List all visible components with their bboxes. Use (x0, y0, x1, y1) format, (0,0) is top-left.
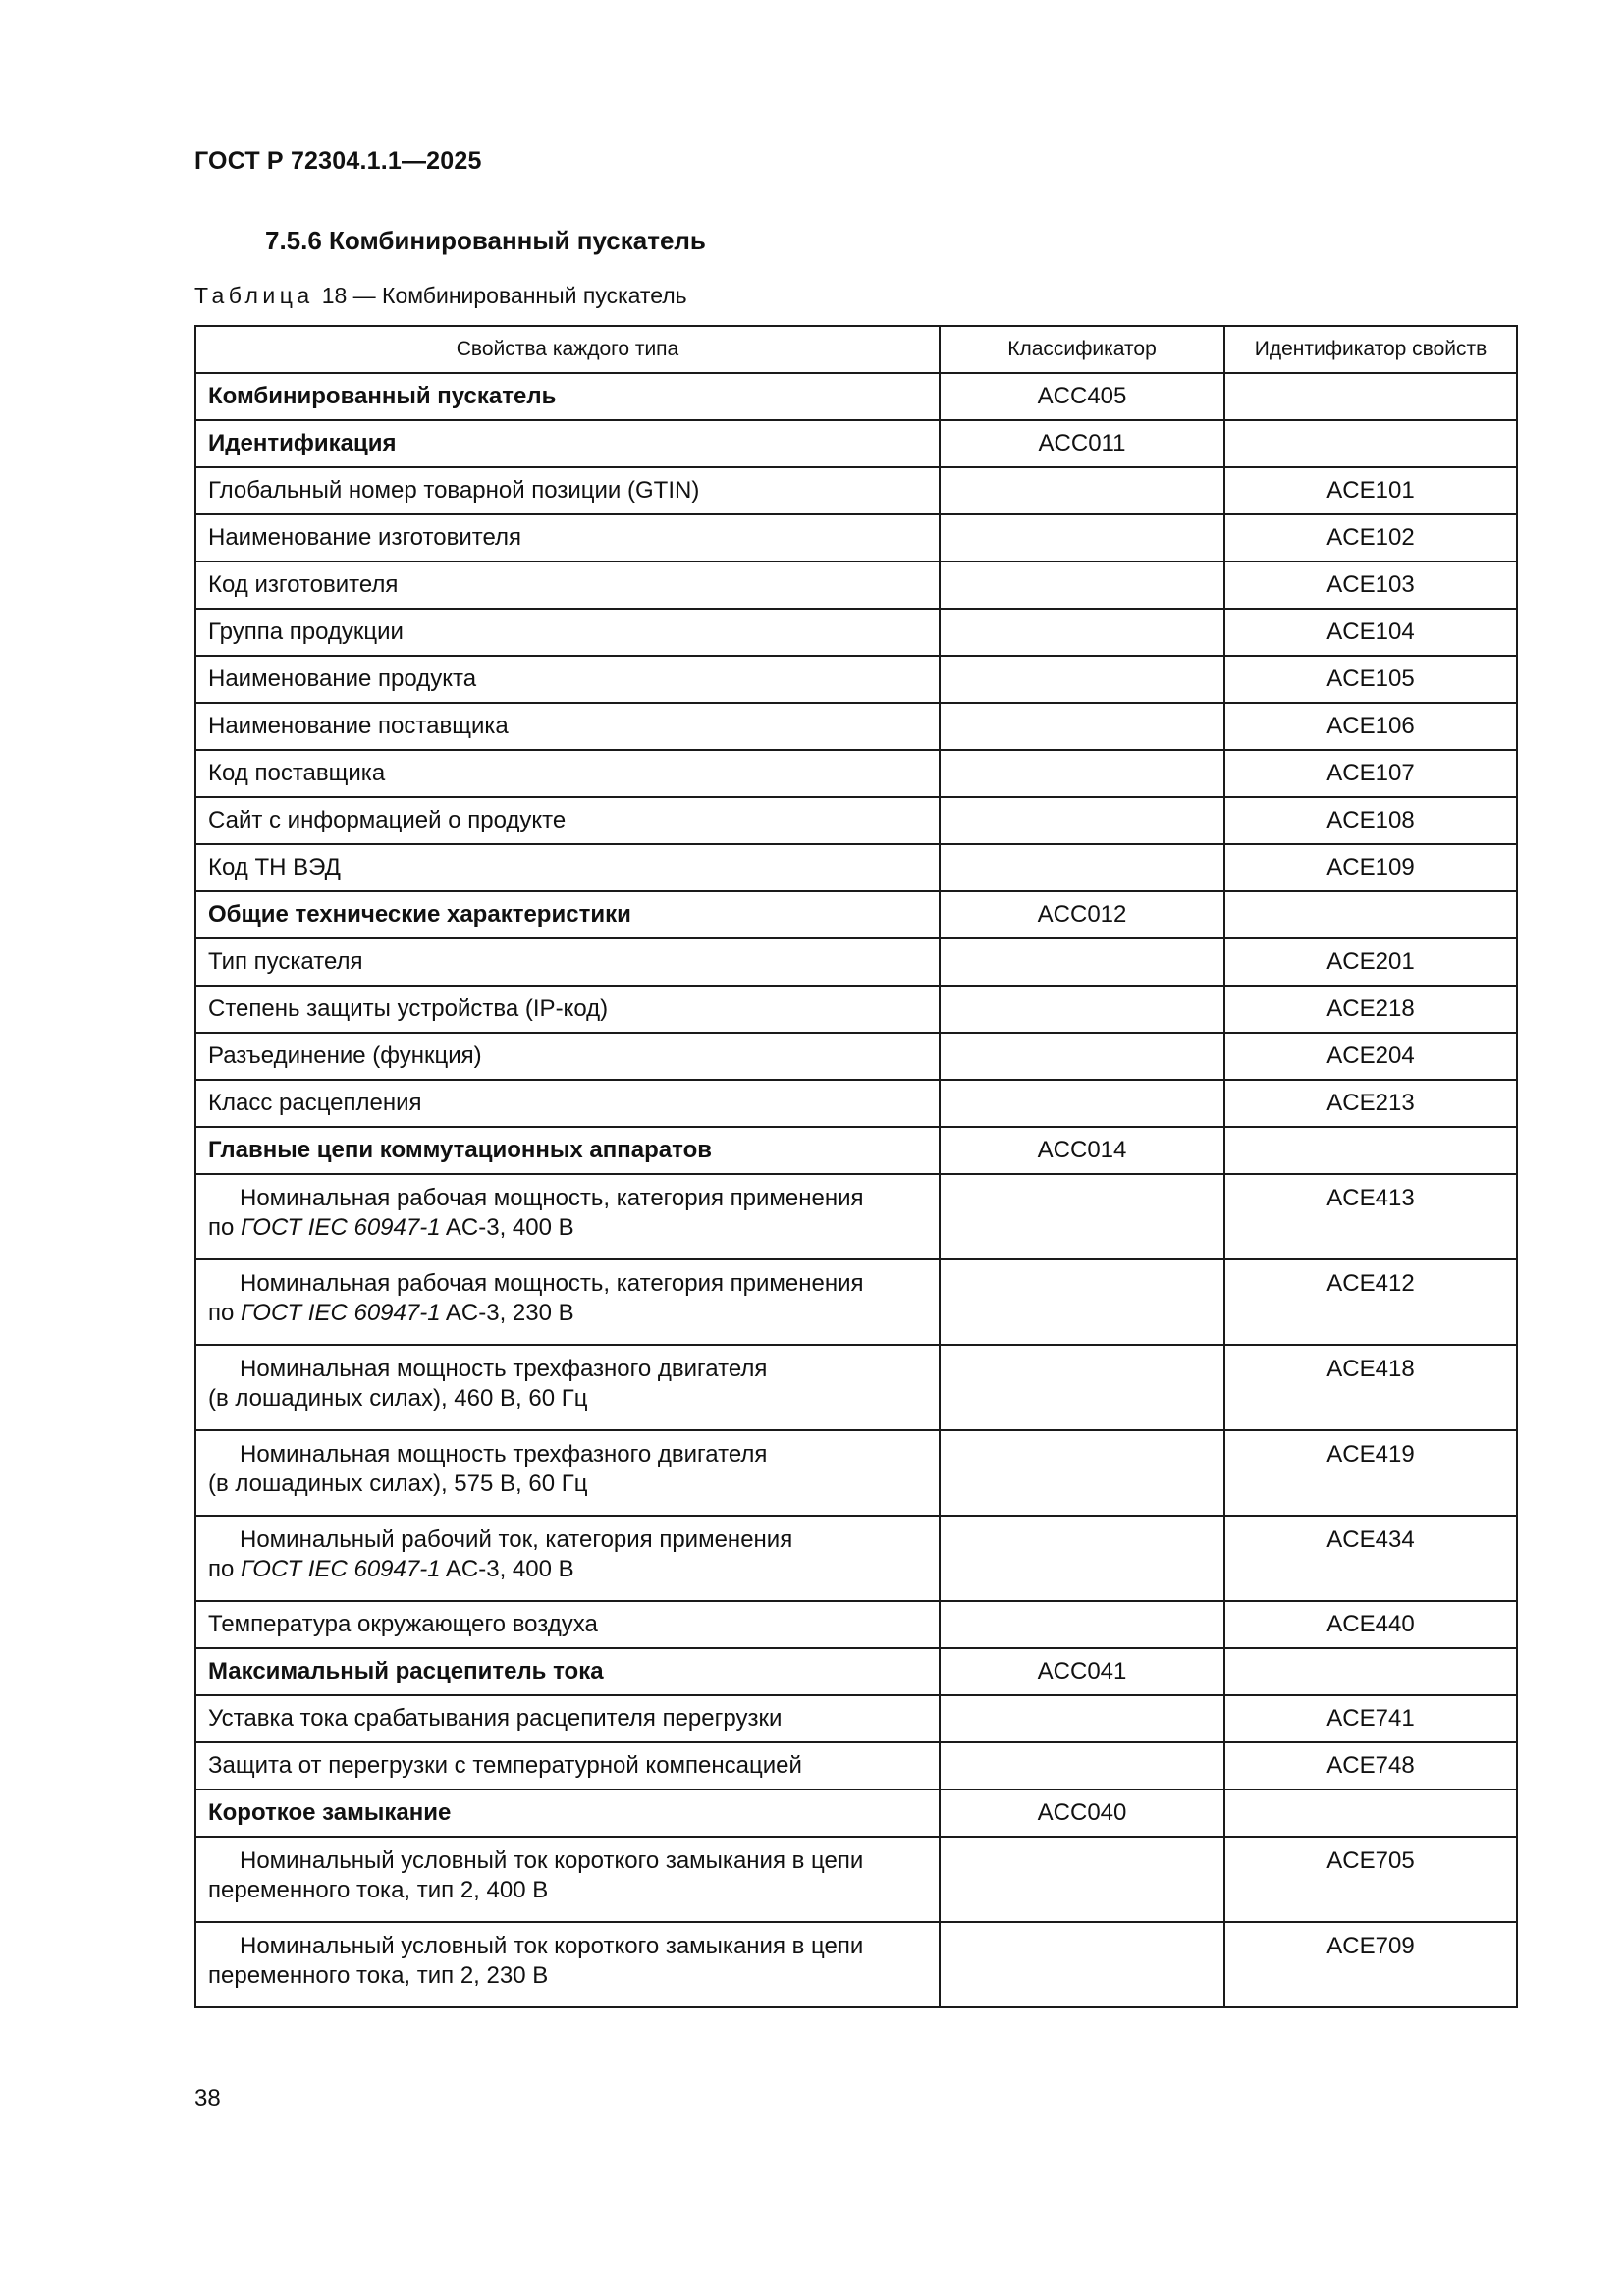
property-name-line2: по (208, 1214, 242, 1241)
property-name-cell: Максимальный расцепитель тока (195, 1648, 940, 1695)
property-name-cell: Код ТН ВЭД (195, 844, 940, 891)
table-row (195, 1742, 1517, 1789)
table-row (195, 1033, 1517, 1080)
property-id-cell: ACE103 (1224, 561, 1517, 609)
table-row (195, 1695, 1517, 1742)
document-code: ГОСТ Р 72304.1.1—2025 (194, 147, 482, 175)
property-name-cell: Код изготовителя (195, 561, 940, 609)
table-group-row (195, 1789, 1517, 1837)
property-name-cell (195, 1174, 940, 1259)
table-row (195, 1516, 1517, 1601)
property-id-cell (1224, 420, 1517, 467)
table-row (195, 703, 1517, 750)
property-id-cell: ACE102 (1224, 514, 1517, 561)
property-name-line2-suffix: AC-3, 400 В (440, 1556, 574, 1582)
classifier-cell (940, 609, 1224, 656)
property-name-cell: Код поставщика (195, 750, 940, 797)
property-name-cell (195, 1259, 940, 1345)
table-row (195, 609, 1517, 656)
property-id-cell: ACE741 (1224, 1695, 1517, 1742)
property-name-cell: Наименование продукта (195, 656, 940, 703)
property-name-cell: Комбинированный пускатель (195, 373, 940, 420)
classifier-cell (940, 1516, 1224, 1601)
classifier-cell (940, 514, 1224, 561)
table-caption-prefix: Таблица (194, 283, 314, 308)
property-id-cell: ACE705 (1224, 1837, 1517, 1922)
classifier-cell (940, 1695, 1224, 1742)
standard-reference: ГОСТ IEC 60947-1 (241, 1214, 441, 1241)
classifier-cell (940, 467, 1224, 514)
property-name-line1: Номинальный рабочий ток, категория применения (240, 1526, 793, 1553)
property-name-line2: (в лошадиных силах), 575 В, 60 Гц (208, 1470, 588, 1497)
property-id-cell: ACE101 (1224, 467, 1517, 514)
classifier-cell (940, 1430, 1224, 1516)
property-id-cell: ACE105 (1224, 656, 1517, 703)
property-name-cell (195, 1837, 940, 1922)
property-id-cell: ACE419 (1224, 1430, 1517, 1516)
property-id-cell (1224, 373, 1517, 420)
table-group-row (195, 1127, 1517, 1174)
table-row (195, 797, 1517, 844)
classifier-cell (940, 844, 1224, 891)
classifier-cell (940, 656, 1224, 703)
property-name-cell (195, 1430, 940, 1516)
property-name-cell: Класс расцепления (195, 1080, 940, 1127)
classifier-cell: ACC012 (940, 891, 1224, 938)
property-name-cell: Группа продукции (195, 609, 940, 656)
property-name-line2: переменного тока, тип 2, 400 В (208, 1877, 549, 1903)
property-name-line2: (в лошадиных силах), 460 В, 60 Гц (208, 1385, 588, 1412)
property-name-cell: Идентификация (195, 420, 940, 467)
table-row (195, 986, 1517, 1033)
classifier-cell: ACC014 (940, 1127, 1224, 1174)
property-name-cell: Короткое замыкание (195, 1789, 940, 1837)
property-name-line2-suffix: AC-3, 230 В (440, 1300, 574, 1326)
property-name-line1: Номинальная рабочая мощность, категория применения (240, 1185, 864, 1211)
property-name-line1: Номинальная мощность трехфазного двигателя (240, 1356, 768, 1382)
table-group-row (195, 891, 1517, 938)
property-name-cell (195, 1516, 940, 1601)
property-name-line1: Номинальный условный ток короткого замыкания в цепи (240, 1847, 864, 1874)
property-id-cell: ACE418 (1224, 1345, 1517, 1430)
classifier-cell: ACC405 (940, 373, 1224, 420)
header-properties: Свойства каждого типа (195, 326, 940, 373)
standard-reference: ГОСТ IEC 60947-1 (241, 1556, 441, 1582)
classifier-cell (940, 938, 1224, 986)
property-id-cell: ACE213 (1224, 1080, 1517, 1127)
table-row (195, 561, 1517, 609)
property-name-cell: Сайт с информацией о продукте (195, 797, 940, 844)
table-row (195, 1922, 1517, 2007)
table-row (195, 1601, 1517, 1648)
property-id-cell (1224, 1648, 1517, 1695)
property-id-cell: ACE748 (1224, 1742, 1517, 1789)
standard-reference: ГОСТ IEC 60947-1 (241, 1300, 441, 1326)
property-name-cell: Наименование поставщика (195, 703, 940, 750)
property-name-cell: Степень защиты устройства (IP-код) (195, 986, 940, 1033)
property-name-cell: Защита от перегрузки с температурной компенсацией (195, 1742, 940, 1789)
table-header-row (195, 326, 1517, 373)
classifier-cell (940, 750, 1224, 797)
classifier-cell (940, 1033, 1224, 1080)
table-row (195, 938, 1517, 986)
property-id-cell: ACE412 (1224, 1259, 1517, 1345)
table-group-row (195, 373, 1517, 420)
property-id-cell: ACE434 (1224, 1516, 1517, 1601)
property-name-cell: Общие технические характеристики (195, 891, 940, 938)
table-row (195, 750, 1517, 797)
table-group-row (195, 420, 1517, 467)
property-id-cell (1224, 1127, 1517, 1174)
header-classifier: Классификатор (940, 326, 1224, 373)
property-name-cell: Уставка тока срабатывания расцепителя перегрузки (195, 1695, 940, 1742)
property-id-cell: ACE106 (1224, 703, 1517, 750)
table-caption-text: 18 — Комбинированный пускатель (321, 283, 687, 308)
classifier-cell (940, 1922, 1224, 2007)
table-row (195, 1080, 1517, 1127)
property-name-cell: Наименование изготовителя (195, 514, 940, 561)
property-id-cell: ACE218 (1224, 986, 1517, 1033)
classifier-cell (940, 1080, 1224, 1127)
classifier-cell (940, 797, 1224, 844)
classifier-cell: ACC011 (940, 420, 1224, 467)
property-id-cell (1224, 1789, 1517, 1837)
table-row (195, 514, 1517, 561)
table-row (195, 467, 1517, 514)
classifier-cell (940, 1259, 1224, 1345)
classifier-cell (940, 561, 1224, 609)
table-row (195, 844, 1517, 891)
property-id-cell (1224, 891, 1517, 938)
table-row (195, 1174, 1517, 1259)
classifier-cell (940, 1174, 1224, 1259)
property-name-line2: по (208, 1556, 242, 1582)
property-name-line2-suffix: AC-3, 400 В (440, 1214, 574, 1241)
property-name-cell (195, 1922, 940, 2007)
property-id-cell: ACE108 (1224, 797, 1517, 844)
classifier-cell: ACC040 (940, 1789, 1224, 1837)
property-name-cell: Главные цепи коммутационных аппаратов (195, 1127, 940, 1174)
properties-table (194, 325, 1518, 2008)
table-row (195, 1837, 1517, 1922)
property-id-cell: ACE109 (1224, 844, 1517, 891)
property-name-line2: переменного тока, тип 2, 230 В (208, 1962, 549, 1989)
property-name-line1: Номинальная мощность трехфазного двигателя (240, 1441, 768, 1468)
page-number: 38 (194, 2085, 221, 2111)
table-row (195, 656, 1517, 703)
classifier-cell: ACC041 (940, 1648, 1224, 1695)
classifier-cell (940, 703, 1224, 750)
classifier-cell (940, 1837, 1224, 1922)
table-row (195, 1430, 1517, 1516)
property-id-cell: ACE201 (1224, 938, 1517, 986)
property-id-cell: ACE440 (1224, 1601, 1517, 1648)
table-caption (194, 283, 687, 309)
property-name-line1: Номинальный условный ток короткого замыкания в цепи (240, 1933, 864, 1959)
property-name-cell: Глобальный номер товарной позиции (GTIN) (195, 467, 940, 514)
section-title: 7.5.6 Комбинированный пускатель (265, 226, 706, 255)
classifier-cell (940, 1345, 1224, 1430)
property-name-line2: по (208, 1300, 242, 1326)
property-id-cell: ACE709 (1224, 1922, 1517, 2007)
property-id-cell: ACE104 (1224, 609, 1517, 656)
property-name-cell (195, 1345, 940, 1430)
header-property-id: Идентификатор свойств (1224, 326, 1517, 373)
classifier-cell (940, 1601, 1224, 1648)
table-body (195, 373, 1517, 2007)
property-name-line1: Номинальная рабочая мощность, категория применения (240, 1270, 864, 1297)
classifier-cell (940, 986, 1224, 1033)
property-name-cell: Тип пускателя (195, 938, 940, 986)
table-row (195, 1259, 1517, 1345)
table-group-row (195, 1648, 1517, 1695)
table-row (195, 1345, 1517, 1430)
property-id-cell: ACE413 (1224, 1174, 1517, 1259)
property-name-cell: Разъединение (функция) (195, 1033, 940, 1080)
classifier-cell (940, 1742, 1224, 1789)
property-id-cell: ACE107 (1224, 750, 1517, 797)
property-id-cell: ACE204 (1224, 1033, 1517, 1080)
property-name-cell: Температура окружающего воздуха (195, 1601, 940, 1648)
